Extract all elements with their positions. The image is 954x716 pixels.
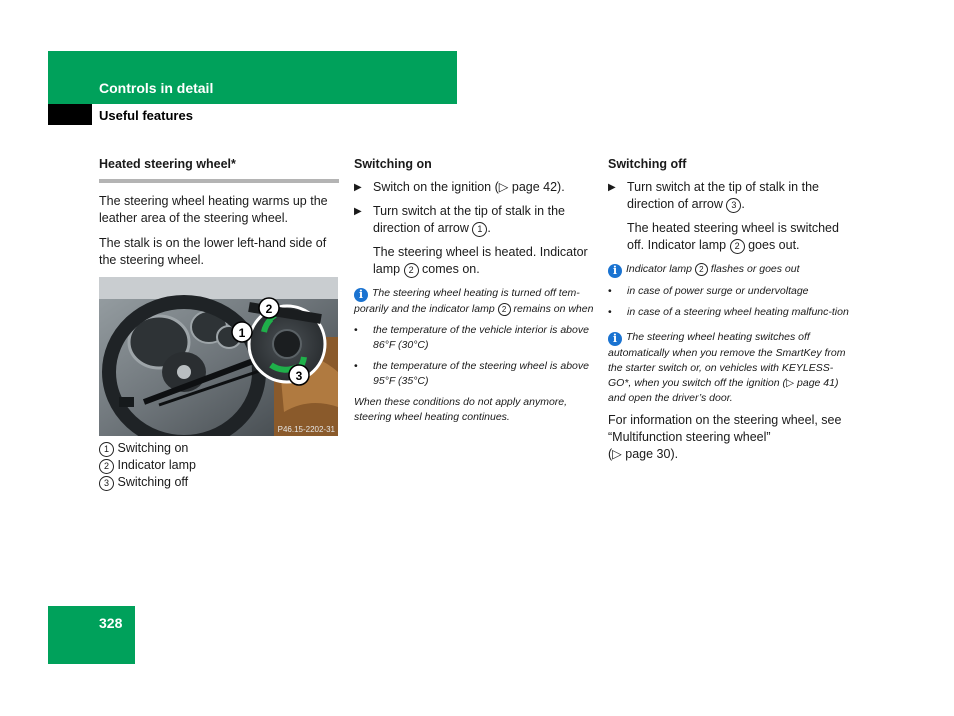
info-icon: i: [608, 332, 622, 346]
list-item: • in case of a steering wheel heating malfunc-tion: [608, 306, 849, 318]
step-turn-switch-off: ▶ Turn switch at the tip of stalk in the direction of arrow 3 .: [608, 180, 819, 211]
section-subtitle: Useful features: [99, 108, 193, 123]
steering-wheel-photo: [99, 277, 338, 436]
triangle-right-icon: ▶: [354, 206, 362, 217]
step-ignition: ▶ Switch on the ignition (▷ page 42).: [354, 180, 565, 194]
list-item: • the temperature of the steering wheel is above 95°F (35°C): [354, 360, 589, 387]
header-marker: [48, 104, 92, 125]
heading-heated-steering-wheel: Heated steering wheel*: [99, 157, 236, 171]
header-band: [48, 51, 457, 104]
heading-switching-on: Switching on: [354, 157, 432, 171]
info-icon: i: [608, 264, 622, 278]
list-item: • in case of power surge or undervoltage: [608, 285, 809, 297]
info-note-auto-off: i The steering wheel heating switches off automatically when you remove the SmartKey from the starter switch or, on vehicles with KEYLESS-GO*, when you switch off the ignition (▷ page 41) and open the driver’s door.: [608, 331, 846, 404]
legend-item: 1 Switching on: [99, 440, 339, 457]
callout-1: 1: [238, 326, 246, 340]
page-number: 328: [99, 615, 123, 631]
triangle-right-icon: ▶: [354, 182, 362, 193]
result-switched-off: The heated steering wheel is switched off. Indicator lamp 2 goes out.: [627, 221, 839, 252]
closing-note: When these conditions do not apply anymore, steering wheel heating continues.: [354, 396, 568, 423]
column-heated-steering-wheel: [99, 156, 339, 491]
info-note-indicator: i Indicator lamp 2 flashes or goes out: [608, 262, 853, 278]
legend-item: 2 Indicator lamp: [99, 457, 339, 474]
callout-3: 3: [295, 369, 303, 383]
step-turn-switch: ▶ Turn switch at the tip of stalk in the direction of arrow 1 .: [354, 204, 565, 235]
heading-rule: [99, 179, 339, 183]
section-title: Controls in detail: [99, 80, 214, 96]
photo-legend: [99, 440, 339, 491]
info-icon: i: [354, 288, 368, 302]
intro-paragraph: The steering wheel heating warms up the leather area of the steering wheel.: [99, 194, 328, 225]
column-switching-off: [608, 156, 853, 471]
result-heated: The steering wheel is heated. Indicator lamp 2 comes on.: [373, 245, 588, 276]
legend-item: 3 Switching off: [99, 474, 339, 491]
list-item: • the temperature of the vehicle interior is above 86°F (30°C): [354, 324, 589, 351]
callout-2: 2: [265, 302, 273, 316]
heading-switching-off: Switching off: [608, 157, 687, 171]
column-switching-on: [354, 156, 594, 431]
more-info-paragraph: For information on the steering wheel, see “Multifunction steering wheel” (▷ page 30).: [608, 413, 842, 461]
photo-code: P46.15-2202-31: [277, 425, 335, 434]
triangle-right-icon: ▶: [608, 182, 616, 193]
info-note: i The steering wheel heating is turned off tem-porarily and the indicator lamp 2 remains on when: [354, 287, 594, 315]
stalk-location-paragraph: The stalk is on the lower left-hand side of the steering wheel.: [99, 236, 327, 267]
